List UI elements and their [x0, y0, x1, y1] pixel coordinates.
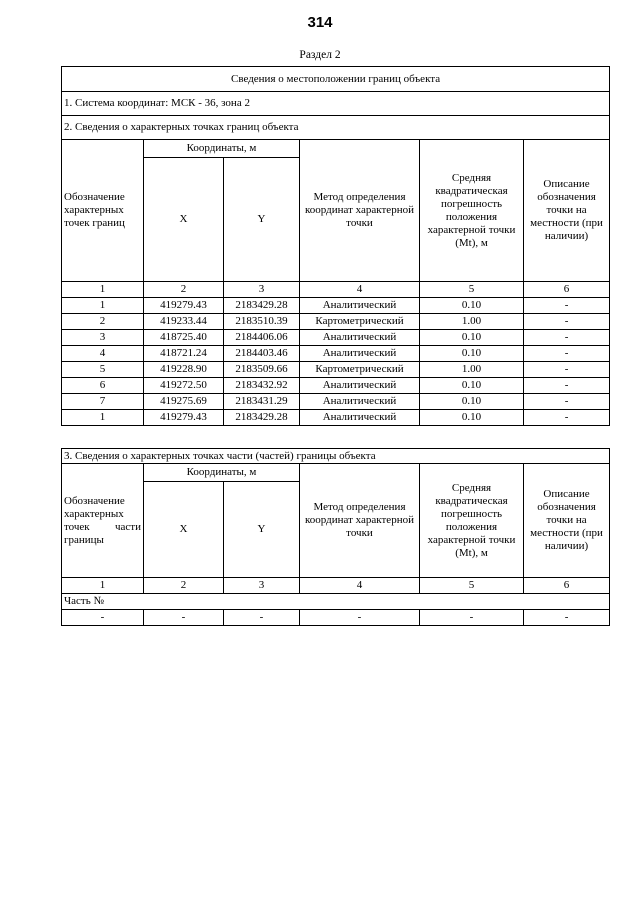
- table-cell: Часть №: [62, 594, 610, 610]
- table-cell: 0.10: [420, 394, 524, 410]
- table-cell: -: [524, 362, 610, 378]
- table-row: [62, 410, 610, 426]
- table-cell: -: [300, 610, 420, 626]
- header-designation: Обозначение характерных точек границ: [62, 140, 144, 282]
- table-cell: 2184403.46: [224, 346, 300, 362]
- part-section-title: 3. Сведения о характерных точках части (частей) границы объекта: [62, 449, 610, 464]
- table-cell: -: [524, 394, 610, 410]
- header-error: Средняя квадратическая погрешность положения характерной точки (Mt), м: [420, 140, 524, 282]
- points-section-title: 2. Сведения о характерных точках границ объекта: [62, 116, 610, 140]
- table-cell: 419279.43: [144, 298, 224, 314]
- column-numbers-row: [62, 282, 610, 298]
- table-row: [62, 378, 610, 394]
- table-cell: Аналитический: [300, 346, 420, 362]
- table-cell: Аналитический: [300, 394, 420, 410]
- table-cell: 419228.90: [144, 362, 224, 378]
- table-cell: Аналитический: [300, 298, 420, 314]
- table-cell: 3: [224, 578, 300, 594]
- table-cell: 6: [62, 378, 144, 394]
- table-cell: Картометрический: [300, 362, 420, 378]
- table-cell: 4: [62, 346, 144, 362]
- table-cell: -: [420, 610, 524, 626]
- table-cell: 0.10: [420, 330, 524, 346]
- table-cell: 1: [62, 282, 144, 298]
- header-y: Y: [224, 158, 300, 282]
- table-cell: -: [224, 610, 300, 626]
- header-x: X: [144, 482, 224, 578]
- table-cell: -: [524, 314, 610, 330]
- table-cell: Аналитический: [300, 330, 420, 346]
- table-cell: 6: [524, 282, 610, 298]
- table-cell: 7: [62, 394, 144, 410]
- table-cell: -: [524, 330, 610, 346]
- header-description: Описание обозначения точки на местности (при наличии): [524, 464, 610, 578]
- table-row: [62, 362, 610, 378]
- table-cell: -: [524, 378, 610, 394]
- coordinate-system: 1. Система координат: МСК - 36, зона 2: [62, 92, 610, 116]
- table-cell: 2184406.06: [224, 330, 300, 346]
- table-cell: 419279.43: [144, 410, 224, 426]
- table-cell: 418721.24: [144, 346, 224, 362]
- table-cell: 2183431.29: [224, 394, 300, 410]
- table-cell: 0.10: [420, 378, 524, 394]
- header-coords: Координаты, м: [144, 140, 300, 158]
- table-cell: 1.00: [420, 314, 524, 330]
- table-cell: 2: [144, 578, 224, 594]
- table-cell: -: [524, 298, 610, 314]
- header-coords: Координаты, м: [144, 464, 300, 482]
- table-cell: 1.00: [420, 362, 524, 378]
- table-cell: -: [524, 410, 610, 426]
- table-cell: -: [524, 610, 610, 626]
- table-cell: 1: [62, 578, 144, 594]
- table-cell: 4: [300, 282, 420, 298]
- table-cell: 3: [224, 282, 300, 298]
- table-cell: Картометрический: [300, 314, 420, 330]
- table-cell: 2: [62, 314, 144, 330]
- table-cell: 5: [420, 282, 524, 298]
- table-title: Сведения о местоположении границ объекта: [62, 67, 610, 92]
- table-cell: 2183429.28: [224, 410, 300, 426]
- column-numbers-row: [62, 578, 610, 594]
- header-y: Y: [224, 482, 300, 578]
- header-method: Метод определения координат характерной точки: [300, 464, 420, 578]
- table-cell: 0.10: [420, 410, 524, 426]
- table-cell: 0.10: [420, 346, 524, 362]
- table-row: [62, 298, 610, 314]
- table-cell: 4: [300, 578, 420, 594]
- table-cell: -: [144, 610, 224, 626]
- table-row: [62, 610, 610, 626]
- table-cell: 5: [62, 362, 144, 378]
- table-cell: 2183432.92: [224, 378, 300, 394]
- part-label-row: [62, 594, 610, 610]
- boundary-points-table: [61, 66, 610, 426]
- table-cell: Аналитический: [300, 378, 420, 394]
- table-row: [62, 346, 610, 362]
- header-description: Описание обозначения точки на местности (при наличии): [524, 140, 610, 282]
- table-cell: 418725.40: [144, 330, 224, 346]
- table-cell: -: [524, 346, 610, 362]
- page-number: 314: [307, 14, 333, 31]
- table-row: [62, 330, 610, 346]
- table-row: [62, 314, 610, 330]
- section-label: Раздел 2: [299, 49, 341, 61]
- table-cell: 2183509.66: [224, 362, 300, 378]
- table-cell: 419275.69: [144, 394, 224, 410]
- header-designation: Обозначение характерных точек части границы: [62, 464, 144, 578]
- table-cell: 0.10: [420, 298, 524, 314]
- table-cell: 419233.44: [144, 314, 224, 330]
- table-cell: Аналитический: [300, 410, 420, 426]
- table-cell: 2183510.39: [224, 314, 300, 330]
- header-x: X: [144, 158, 224, 282]
- table-cell: 3: [62, 330, 144, 346]
- table-cell: 1: [62, 410, 144, 426]
- table-cell: 419272.50: [144, 378, 224, 394]
- header-method: Метод определения координат характерной точки: [300, 140, 420, 282]
- table-cell: 2: [144, 282, 224, 298]
- table-cell: 5: [420, 578, 524, 594]
- header-error: Средняя квадратическая погрешность положения характерной точки (Mt), м: [420, 464, 524, 578]
- part-boundary-points-table: [61, 448, 610, 626]
- table-cell: -: [62, 610, 144, 626]
- table-row: [62, 394, 610, 410]
- table-cell: 2183429.28: [224, 298, 300, 314]
- table-cell: 1: [62, 298, 144, 314]
- table-cell: 6: [524, 578, 610, 594]
